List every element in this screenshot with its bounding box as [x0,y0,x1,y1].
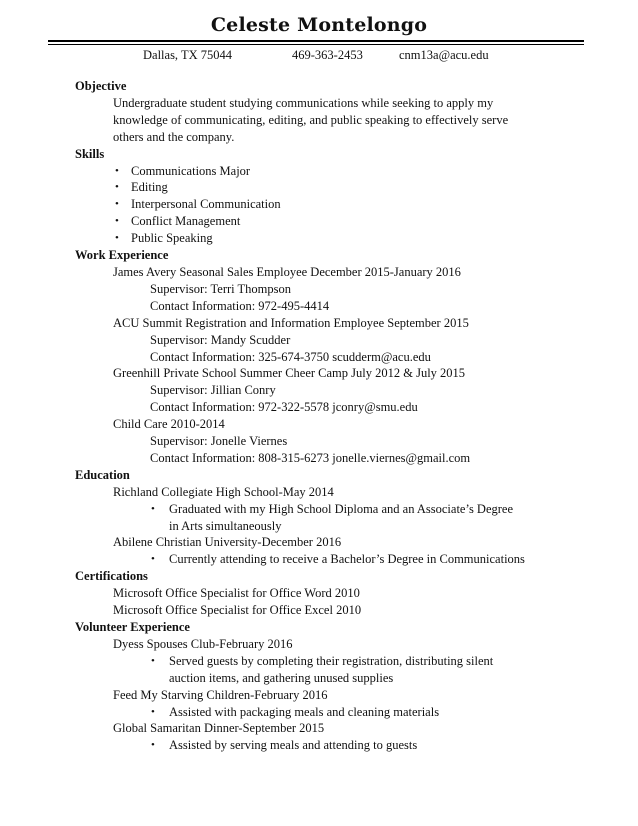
resume-body [75,78,595,754]
volunteer-bullet-text: Served guests by completing their registration, distributing silent [169,653,494,668]
job-title: James Avery Seasonal Sales Employee December 2015-January 2016 [113,264,461,279]
job-supervisor: Supervisor: Terri Thompson [150,281,292,296]
skill-label: Public Speaking [131,231,213,246]
volunteer-bullet-text: auction items, and gathering unused supplies [169,670,394,685]
job-contact: Contact Information: 972-322-5578 jconry@smu.edu [150,400,418,415]
volunteer-bullet [75,737,595,754]
job-contact: Contact Information: 808-315-6273 jonelle.viernes@gmail.com [150,450,471,465]
volunteer-bullet-text: Assisted by serving meals and attending to guests [169,738,418,753]
volunteer-details [75,737,595,754]
volunteer-bullet [75,653,595,687]
job-contact: Contact Information: 972-495-4414 [150,298,330,313]
job-contact: Contact Information: 325-674-3750 scudderm@acu.edu [150,349,431,364]
header-rule-thin [48,44,584,45]
volunteer-bullet-text: Assisted with packaging meals and cleaning materials [169,704,440,719]
skill-item [75,179,595,196]
bullet-icon: • [115,198,119,211]
school-entry: Abilene Christian University-December 2016 [113,535,342,550]
objective-heading: Objective [75,79,127,93]
volunteer-org: Global Samaritan Dinner-September 2015 [113,721,325,736]
school-entry: Richland Collegiate High School-May 2014 [113,484,334,499]
skill-item [75,196,595,213]
work-heading: Work Experience [75,248,169,263]
skills-list [75,163,595,248]
bullet-icon: • [115,232,119,245]
bullet-icon: • [151,553,155,566]
job-title: Greenhill Private School Summer Cheer Camp July 2012 & July 2015 [113,366,466,381]
bullet-icon: • [151,654,155,667]
bullet-icon: • [115,215,119,228]
volunteer-details [75,704,595,721]
objective-line: Undergraduate student studying communications while seeking to apply my [113,95,494,110]
education-bullet-text: Currently attending to receive a Bachelor’s Degree in Communications [169,552,525,567]
job-title: ACU Summit Registration and Information Employee September 2015 [113,315,469,330]
contact-address: Dallas, TX 75044 [143,48,232,62]
objective-line: knowledge of communicating, editing, and public speaking to effectively serve [113,112,509,127]
bullet-icon: • [151,739,155,752]
skill-item [75,230,595,247]
volunteer-heading: Volunteer Experience [75,620,190,634]
contact-email: cnm13a@acu.edu [399,48,489,62]
contact-phone: 469-363-2453 [292,48,363,62]
education-details [75,501,595,535]
education-bullet-text: in Arts simultaneously [169,518,282,533]
volunteer-bullet [75,704,595,721]
certification-item: Microsoft Office Specialist for Office Excel 2010 [113,603,362,618]
volunteer-org: Dyess Spouses Club-February 2016 [113,636,293,651]
skill-label: Communications Major [131,163,251,178]
job-supervisor: Supervisor: Mandy Scudder [150,332,291,347]
education-bullet-text: Graduated with my High School Diploma and an Associate’s Degree [169,501,514,516]
education-details [75,551,595,568]
job-title: Child Care 2010-2014 [113,417,225,432]
volunteer-org: Feed My Starving Children-February 2016 [113,687,328,702]
skill-label: Interpersonal Communication [131,197,281,212]
job-supervisor: Supervisor: Jonelle Viernes [150,434,288,449]
job-supervisor: Supervisor: Jillian Conry [150,383,276,398]
volunteer-details [75,653,595,687]
resume-name: Celeste Montelongo [210,14,428,36]
objective-line: others and the company. [113,129,235,144]
skill-item [75,163,595,180]
certifications-heading: Certifications [75,569,148,584]
skill-label: Conflict Management [131,214,241,229]
education-bullet [75,501,595,535]
education-heading: Education [75,467,130,482]
bullet-icon: • [151,502,155,515]
skill-label: Editing [131,180,168,195]
skills-heading: Skills [75,146,105,161]
header-rule-thick [48,40,584,42]
certification-item: Microsoft Office Specialist for Office Word 2010 [113,586,360,601]
skill-item [75,213,595,230]
education-bullet [75,551,595,568]
bullet-icon: • [115,164,119,177]
bullet-icon: • [115,181,119,194]
bullet-icon: • [151,705,155,718]
